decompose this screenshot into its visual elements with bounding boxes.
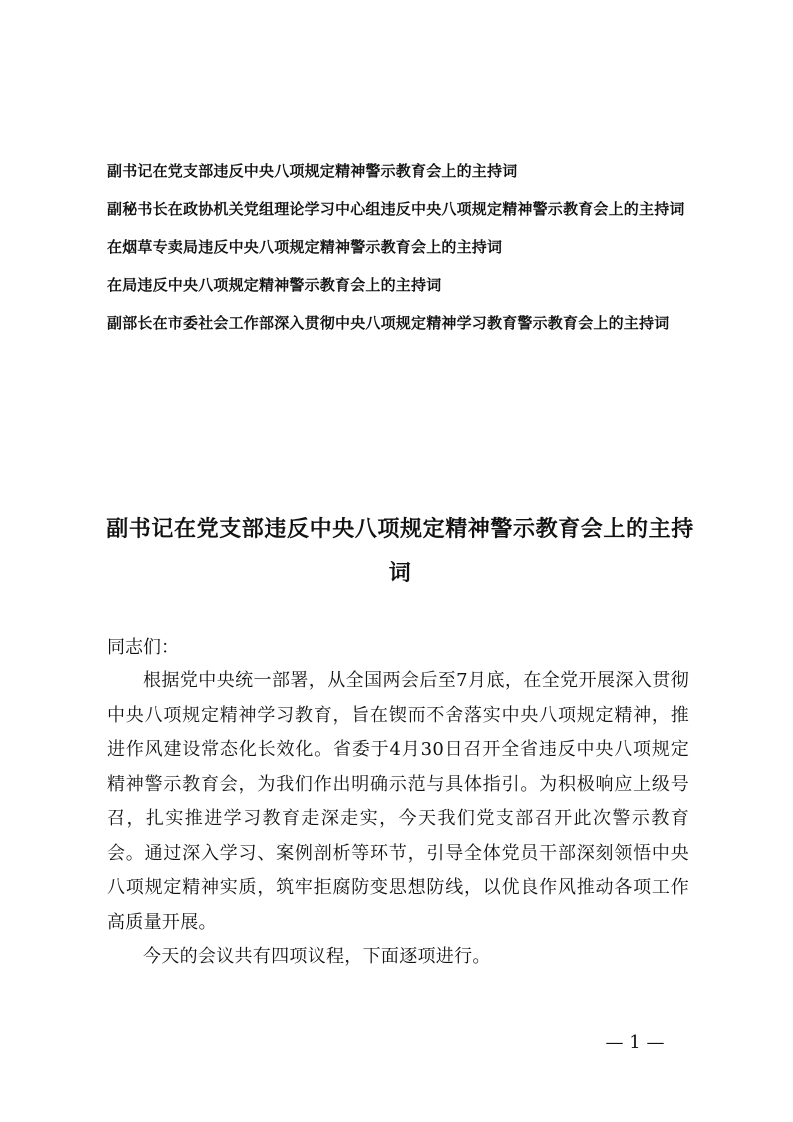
page-number: — 1 — (605, 1032, 665, 1053)
document-title: 副书记在党支部违反中央八项规定精神警示教育会上的主持词 (106, 517, 694, 586)
toc-item[interactable]: 副秘书长在政协机关党组理论学习中心组违反中央八项规定精神警示教育会上的主持词 (107, 200, 685, 218)
table-of-contents (107, 152, 697, 342)
toc-item[interactable]: 在局违反中央八项规定精神警示教育会上的主持词 (107, 276, 442, 294)
body-paragraph: 根据党中央统一部署，从全国两会后至7月底，在全党开展深入贯彻中央八项规定精神学习教育，旨在锲而不舍落实中央八项规定精神，推进作风建设常态化长效化。省委于4月30日召开全省违反中央八项规定精神警示教育会，为我们作出明确示范与具体指引。为积极响应上级号召，扎实推进学习教育走深走实，今天我们党支部召开此次警示教育会。通过深入学习、案例剖析等环节，引导全体党员干部深刻领悟中央八项规定精神实质，筑牢拒腐防变思想防线，以优良作风推动各项工作高质量开展。 (107, 670, 689, 933)
body-paragraph: 今天的会议共有四项议程，下面逐项进行。 (143, 946, 491, 967)
toc-item[interactable]: 在烟草专卖局违反中央八项规定精神警示教育会上的主持词 (107, 238, 503, 256)
salutation: 同志们： (107, 637, 179, 658)
document-body (107, 632, 689, 975)
toc-item[interactable]: 副部长在市委社会工作部深入贯彻中央八项规定精神学习教育警示教育会上的主持词 (107, 314, 670, 332)
toc-item[interactable]: 副书记在党支部违反中央八项规定精神警示教育会上的主持词 (107, 162, 518, 180)
